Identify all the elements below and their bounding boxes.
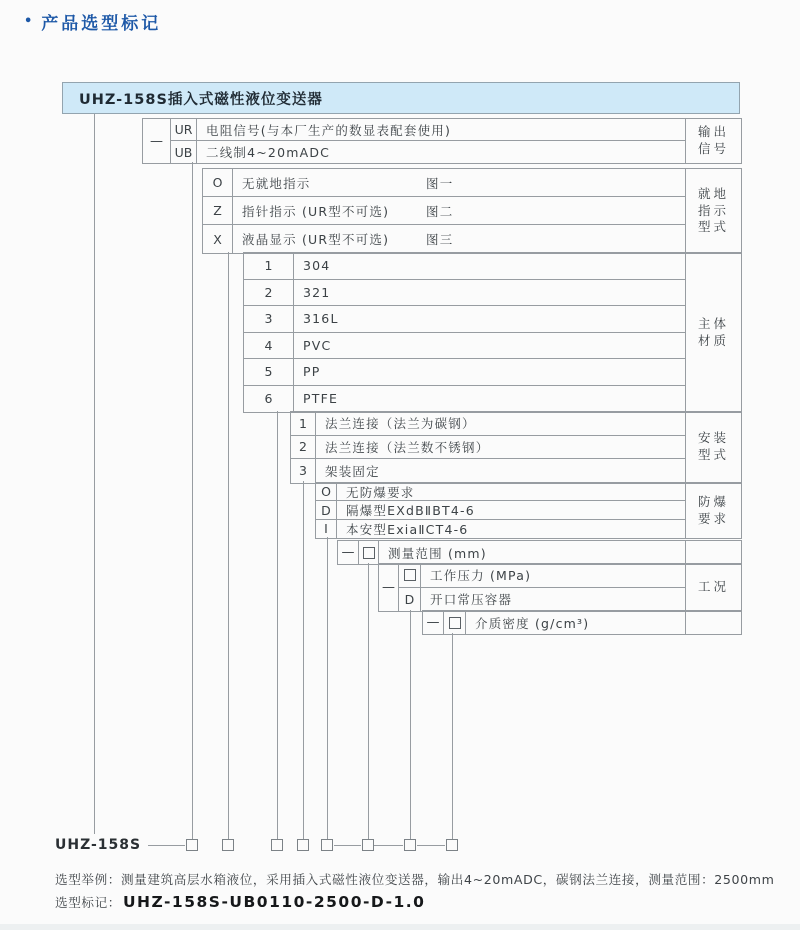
desc-text: PP [303, 364, 321, 380]
desc-text: 液晶显示 (UR型不可选) [242, 232, 390, 247]
desc-text: 316L [303, 311, 339, 327]
desc-text: 无防爆要求 [346, 484, 415, 500]
dash-prefix: — [143, 119, 171, 163]
connector-line [410, 610, 411, 839]
desc-text: 无就地指示 [242, 175, 311, 191]
group-output-signal [142, 118, 742, 164]
desc-text: 法兰连接（法兰数不锈钢） [325, 439, 490, 455]
desc-text: PTFE [303, 391, 339, 407]
code-cell: 5 [244, 359, 294, 386]
desc-text: 架装固定 [325, 463, 380, 479]
selection-box [271, 839, 283, 851]
group-install [290, 411, 742, 484]
desc-cell [316, 412, 686, 436]
category-label-line: 防爆 [697, 493, 729, 509]
desc-text: 隔爆型EXdBⅡBT4-6 [346, 503, 475, 519]
desc-cell [197, 119, 686, 141]
group-condition [378, 563, 742, 612]
desc-text: 测量范围 (mm) [388, 545, 487, 561]
desc-text: 304 [303, 258, 331, 274]
desc-cell [466, 611, 686, 634]
connector-line [334, 845, 361, 846]
connector-line [148, 845, 185, 846]
category-label [686, 541, 741, 564]
connector-line [368, 563, 369, 839]
desc-cell [421, 588, 686, 612]
connector-line [277, 411, 278, 839]
desc-cell [294, 280, 686, 307]
selection-box [404, 839, 416, 851]
code-cell: 1 [291, 412, 316, 436]
connector-line [452, 633, 453, 839]
model-connector-line [94, 114, 95, 834]
selection-box [297, 839, 309, 851]
category-label [686, 119, 741, 163]
option-box-glyph [404, 569, 416, 581]
desc-cell [197, 141, 686, 163]
category-label-line: 型式 [697, 219, 729, 235]
desc-cell [337, 520, 686, 538]
desc-text: 321 [303, 284, 331, 300]
selection-example-text: 选型举例：测量建筑高层水箱液位，采用插入式磁性液位变送器，输出4~20mADC，碳钢法兰连接，测量范围：2500mm [55, 872, 775, 887]
selection-box [222, 839, 234, 851]
selection-marking [55, 892, 425, 911]
category-label [686, 483, 741, 538]
category-label-line: 材质 [697, 332, 729, 348]
category-label [686, 253, 741, 412]
desc-cell [233, 225, 686, 253]
code-cell: D [399, 588, 421, 612]
desc-cell [379, 541, 686, 564]
dash-prefix: — [338, 541, 359, 564]
option-box-glyph [363, 547, 375, 559]
category-label-line: 信号 [697, 141, 729, 156]
desc-text: 法兰连接（法兰为碳钢） [325, 416, 476, 432]
desc-text: 电阻信号(与本厂生产的数显表配套使用) [206, 122, 452, 138]
figure-ref: 图一 [426, 175, 454, 191]
category-label [686, 564, 741, 611]
code-cell: UB [171, 141, 197, 163]
option-box-cell [359, 541, 379, 564]
group-range [337, 540, 742, 565]
option-box-cell [399, 564, 421, 588]
option-box-cell [444, 611, 466, 634]
desc-cell [337, 483, 686, 501]
selection-box [186, 839, 198, 851]
desc-cell [233, 197, 686, 225]
desc-text: PVC [303, 337, 332, 353]
desc-text: 开口常压容器 [430, 592, 513, 608]
category-label [686, 611, 741, 634]
connector-line [228, 252, 229, 839]
category-label-line: 工况 [697, 579, 729, 595]
code-cell: 3 [244, 306, 294, 333]
code-cell: 1 [244, 253, 294, 280]
code-cell: 3 [291, 459, 316, 483]
selection-box [362, 839, 374, 851]
group-density [422, 610, 742, 635]
group-material [243, 252, 742, 413]
desc-text: 指针指示 (UR型不可选) [242, 203, 390, 219]
selection-box [446, 839, 458, 851]
connector-line [417, 845, 445, 846]
code-cell: 2 [244, 280, 294, 307]
bottom-model-label: UHZ-158S [55, 837, 142, 853]
category-label-line: 型式 [697, 447, 729, 463]
code-cell: UR [171, 119, 197, 141]
bullet-icon: • [24, 14, 33, 29]
connector-line [303, 481, 304, 839]
code-cell: 4 [244, 333, 294, 360]
code-cell: 6 [244, 386, 294, 413]
desc-cell [316, 459, 686, 483]
figure-ref: 图三 [426, 232, 454, 247]
desc-cell [294, 386, 686, 413]
code-cell: O [203, 169, 233, 197]
figure-ref: 图二 [426, 203, 454, 219]
connector-line [374, 845, 403, 846]
category-label-line: 主体 [697, 315, 729, 331]
dash-prefix: — [423, 611, 444, 634]
option-box-glyph [449, 617, 461, 629]
category-label [686, 412, 741, 483]
selection-marking-label: 选型标记： [55, 895, 121, 910]
group-indicator [202, 168, 742, 254]
desc-text: 介质密度 (g/cm³) [475, 615, 590, 631]
page-title-text: 产品选型标记 [41, 14, 162, 34]
desc-cell [294, 333, 686, 360]
code-cell: I [316, 520, 337, 538]
selection-marking-code: UHZ-158S-UB0110-2500-D-1.0 [122, 893, 426, 911]
group-explosion [315, 482, 742, 539]
code-cell: 2 [291, 436, 316, 460]
code-cell: O [316, 483, 337, 501]
page-bottom-edge [0, 924, 800, 930]
desc-cell [294, 253, 686, 280]
desc-text: 工作压力 (MPa) [430, 568, 532, 584]
desc-cell [294, 359, 686, 386]
category-label-line: 要求 [697, 510, 729, 526]
category-label-line: 就地 [697, 185, 729, 201]
category-label-line: 输出 [697, 124, 729, 140]
code-cell: D [316, 501, 337, 519]
desc-text: 二线制4~20mADC [206, 145, 331, 160]
connector-line [192, 162, 193, 839]
desc-cell [233, 169, 686, 197]
connector-line [327, 537, 328, 839]
code-cell: X [203, 225, 233, 253]
selection-example [55, 869, 774, 888]
model-header-text: UHZ-158S插入式磁性液位变送器 [79, 91, 323, 108]
desc-cell [316, 436, 686, 460]
category-label [686, 169, 741, 253]
dash-prefix: — [379, 564, 399, 611]
code-cell: Z [203, 197, 233, 225]
desc-cell [294, 306, 686, 333]
selection-box [321, 839, 333, 851]
category-label-line: 指示 [697, 202, 729, 218]
desc-cell [337, 501, 686, 519]
desc-cell [421, 564, 686, 588]
category-label-line: 安装 [697, 430, 729, 446]
desc-text: 本安型ExiaⅡCT4-6 [346, 521, 469, 537]
